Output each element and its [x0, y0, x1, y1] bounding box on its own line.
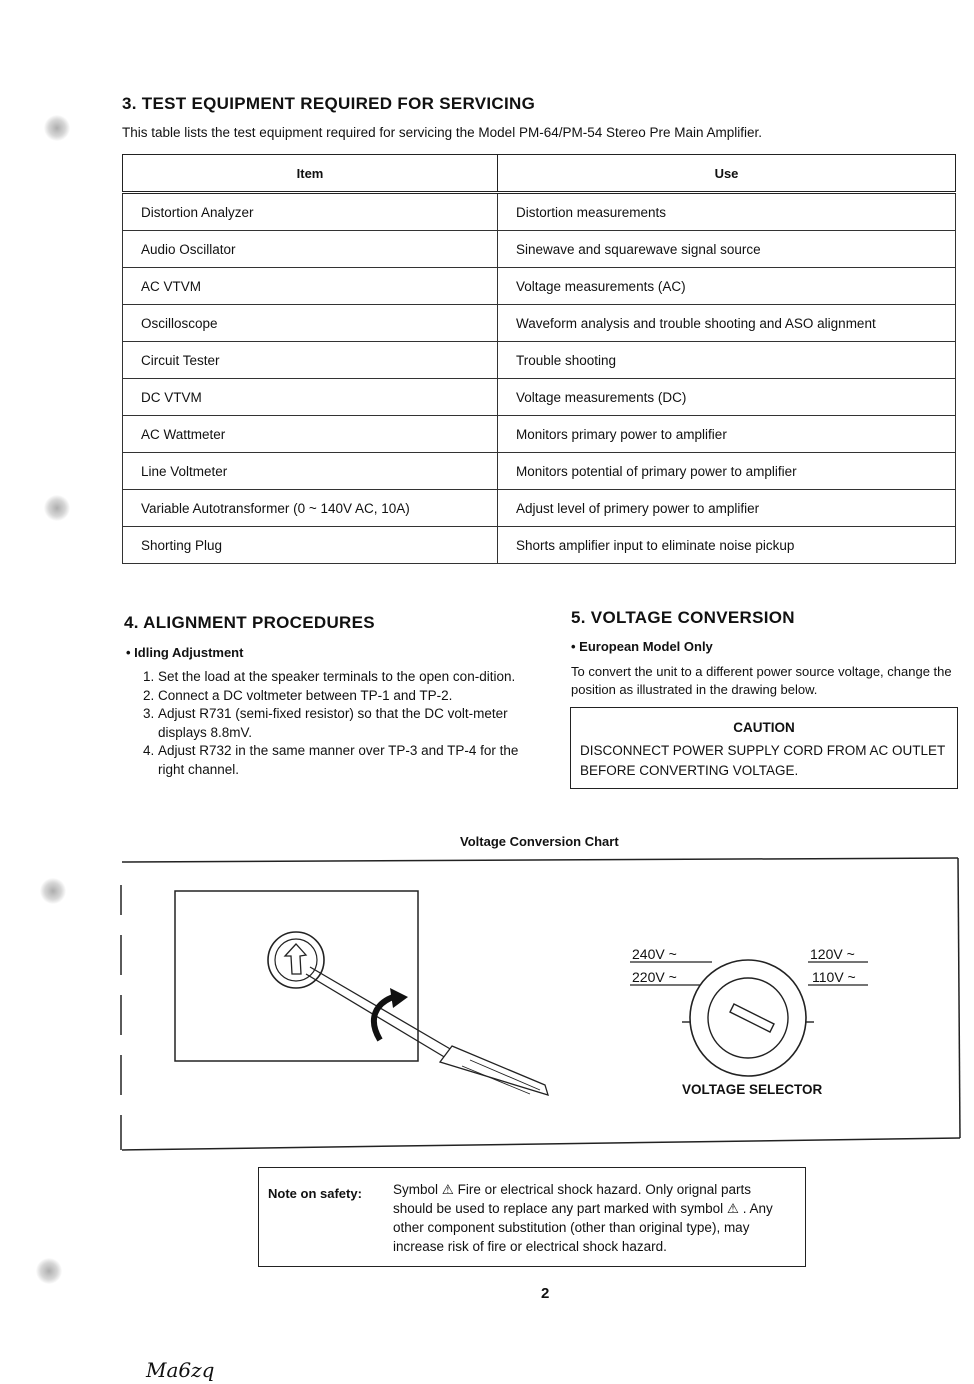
frame-right-line	[958, 858, 960, 1138]
use-cell: Distortion measurements	[498, 193, 956, 231]
chart-title: Voltage Conversion Chart	[460, 834, 619, 849]
use-cell: Shorts amplifier input to eliminate noise pickup	[498, 527, 956, 564]
label-220v: 220V ~	[632, 969, 677, 985]
label-110v: 110V ~	[812, 969, 856, 985]
item-cell: Line Voltmeter	[123, 453, 498, 490]
section5-text: To convert the unit to a different power source voltage, change the position as illustrated in the drawing below.	[571, 664, 952, 697]
item-cell: Shorting Plug	[123, 527, 498, 564]
list-item: 3. Adjust R731 (semi-fixed resistor) so that the DC volt-meter displays 8.8mV.	[158, 705, 548, 742]
caution-text: DISCONNECT POWER SUPPLY CORD FROM AC OUTLET BEFORE CONVERTING VOLTAGE.	[580, 743, 946, 778]
item-cell: Variable Autotransformer (0 ~ 140V AC, 10A)	[123, 490, 498, 527]
header-use: Use	[498, 155, 956, 193]
use-cell: Adjust level of primery power to amplifier	[498, 490, 956, 527]
section3-intro: This table lists the test equipment required for servicing the Model PM-64/PM-54 Stereo Pre Main Amplifier.	[122, 125, 763, 140]
safety-note-box	[258, 1167, 806, 1267]
voltage-selector-label: VOLTAGE SELECTOR	[682, 1082, 823, 1097]
label-120v: 120V ~	[810, 946, 855, 962]
safety-note-text: Symbol ⚠ Fire or electrical shock hazard. Only orignal parts should be used to replace any part marked with symbol ⚠ . Any other component substitution (other than original type), may increase risk of fire or electrical shock hazard.	[393, 1182, 773, 1254]
label-240v: 240V ~	[632, 946, 677, 962]
safety-note-label: Note on safety:	[268, 1186, 362, 1201]
handwritten-note: Ma6zq	[146, 1358, 215, 1382]
list-item: 4. Adjust R732 in the same manner over TP-3 and TP-4 for the right channel.	[158, 742, 548, 779]
item-cell: Audio Oscillator	[123, 231, 498, 268]
item-cell: Distortion Analyzer	[123, 193, 498, 231]
list-item: 2. Connect a DC voltmeter between TP-1 and TP-2.	[158, 687, 548, 706]
use-cell: Trouble shooting	[498, 342, 956, 379]
use-cell: Sinewave and squarewave signal source	[498, 231, 956, 268]
section4-title: 4. ALIGNMENT PROCEDURES	[124, 613, 375, 632]
use-cell: Voltage measurements (AC)	[498, 268, 956, 305]
use-cell: Monitors potential of primary power to amplifier	[498, 453, 956, 490]
item-cell: Circuit Tester	[123, 342, 498, 379]
idling-adjustment-heading: • Idling Adjustment	[126, 645, 244, 660]
page-number: 2	[541, 1285, 550, 1302]
use-cell: Waveform analysis and trouble shooting and ASO alignment	[498, 305, 956, 342]
item-cell: Oscilloscope	[123, 305, 498, 342]
item-cell: DC VTVM	[123, 379, 498, 416]
item-cell: AC VTVM	[123, 268, 498, 305]
use-cell: Monitors primary power to amplifier	[498, 416, 956, 453]
section3-title: 3. TEST EQUIPMENT REQUIRED FOR SERVICING	[122, 94, 536, 113]
frame-top-line	[122, 858, 958, 862]
header-item: Item	[123, 155, 498, 193]
caution-title: CAUTION	[733, 720, 795, 735]
use-cell: Voltage measurements (DC)	[498, 379, 956, 416]
section5-title: 5. VOLTAGE CONVERSION	[571, 608, 795, 627]
list-item: 1. Set the load at the speaker terminals to the open con-dition.	[158, 668, 548, 687]
item-cell: AC Wattmeter	[123, 416, 498, 453]
rotation-arrowhead	[390, 988, 408, 1008]
frame-bottom-line	[122, 1138, 960, 1150]
european-model-heading: • European Model Only	[571, 639, 713, 654]
